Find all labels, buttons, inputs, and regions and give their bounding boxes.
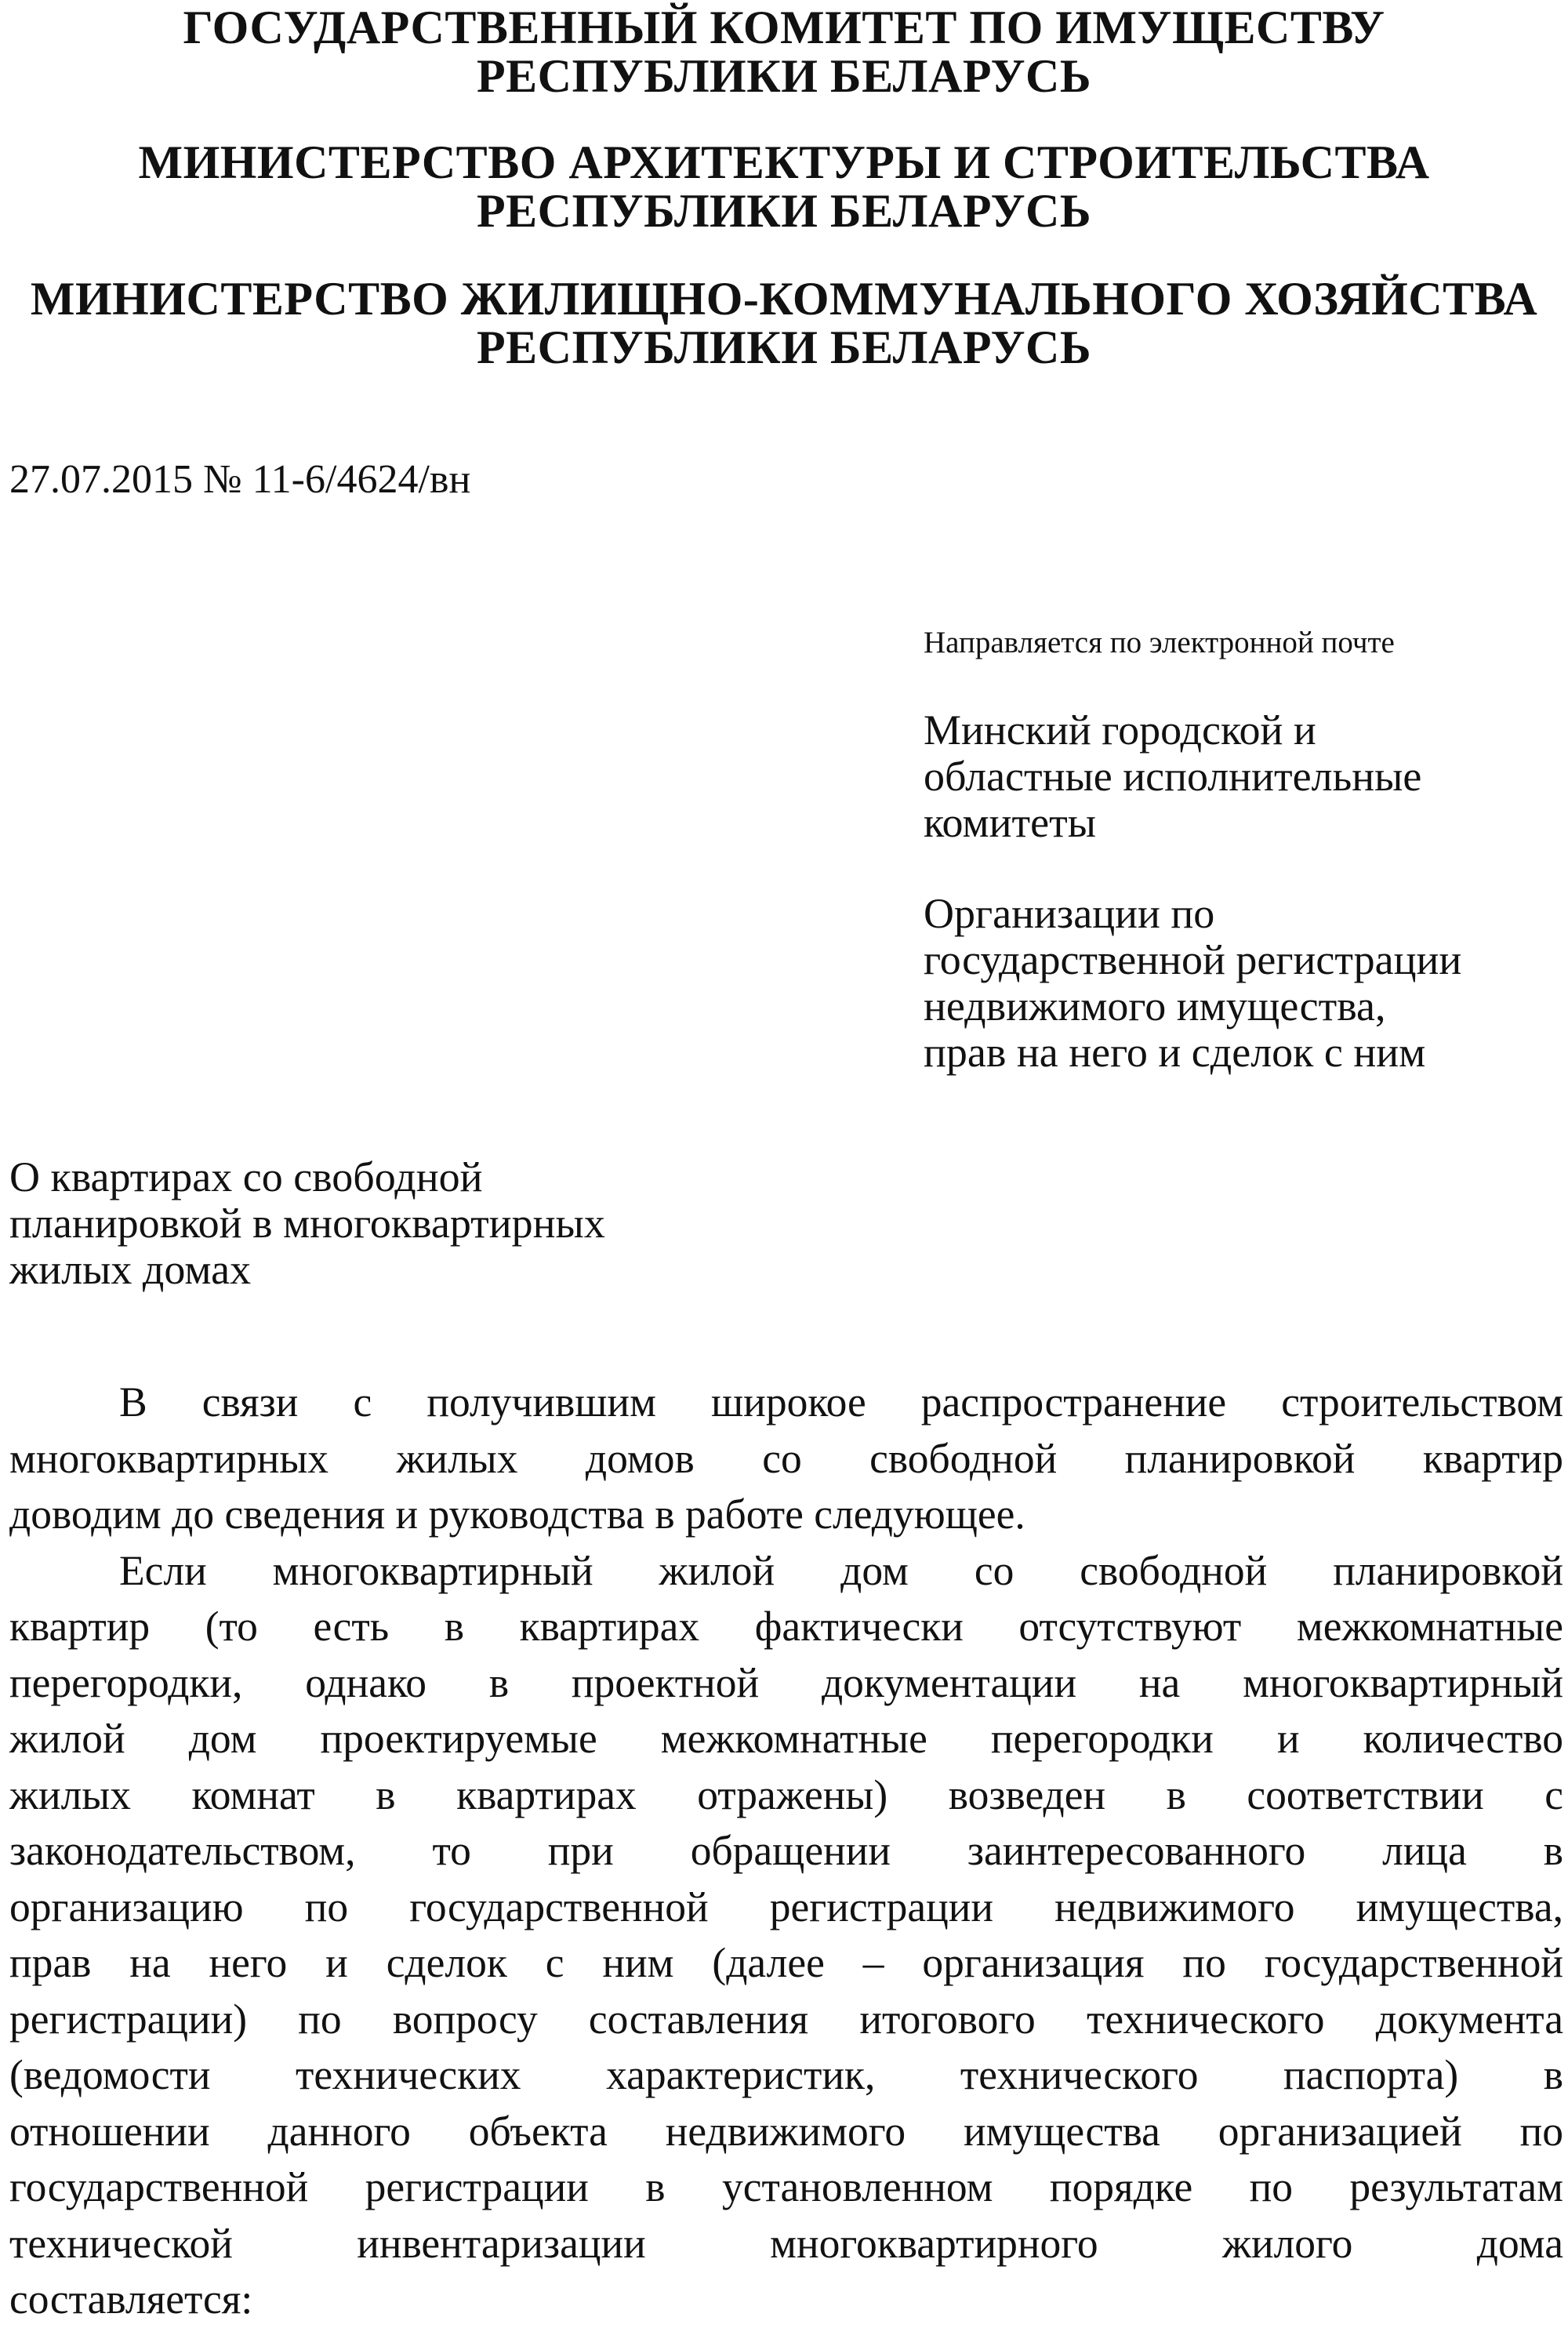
body-line: (ведомости технических характеристик, технического паспорта) в: [9, 2051, 1563, 2098]
body-line: государственной регистрации в установленном порядке по результатам: [9, 2163, 1563, 2210]
subject-line: планировкой в многоквартирных: [9, 1200, 605, 1247]
addressee-line: Минский городской и: [924, 706, 1316, 754]
body-line: прав на него и сделок с ним (далее – организация по государственной: [9, 1939, 1563, 1986]
org-heading-line: ГОСУДАРСТВЕННЫЙ КОМИТЕТ ПО ИМУЩЕСТВУ: [183, 2, 1385, 53]
body-line: Если многоквартирный жилой дом со свободной планировкой: [119, 1546, 1563, 1594]
body-line: составляется:: [9, 2275, 253, 2323]
org-heading-ministry-housing: [0, 274, 1568, 372]
body-line: перегородки, однако в проектной документации на многоквартирный: [9, 1658, 1563, 1706]
addressee-line: областные исполнительные: [924, 753, 1422, 800]
body-line: доводим до сведения и руководства в работе следующее.: [9, 1491, 1025, 1538]
addressee-registration-organizations: [924, 891, 1461, 1076]
body-line: квартир (то есть в квартирах фактически отсутствуют межкомнатные: [9, 1603, 1563, 1650]
delivery-note: Направляется по электронной почте: [924, 626, 1395, 659]
org-heading-line: МИНИСТЕРСТВО ЖИЛИЩНО-КОММУНАЛЬНОГО ХОЗЯЙСТВА: [30, 273, 1538, 325]
letter-subject: [9, 1154, 605, 1293]
subject-line: О квартирах со свободной: [9, 1153, 483, 1200]
addressee-line: Организации по: [924, 890, 1215, 937]
body-line: законодательством, то при обращении заинтересованного лица в: [9, 1827, 1563, 1874]
body-line: жилых комнат в квартирах отражены) возведен в соответствии с: [9, 1771, 1563, 1818]
addressee-line: государственной регистрации: [924, 936, 1462, 983]
org-heading-line: РЕСПУБЛИКИ БЕЛАРУСЬ: [476, 50, 1092, 102]
body-line: отношении данного объекта недвижимого имущества организацией по: [9, 2107, 1563, 2155]
letter-body: [9, 1375, 1563, 2328]
addressee-line: прав на него и сделок с ним: [924, 1029, 1426, 1076]
org-heading-state-property-committee: [0, 3, 1568, 100]
body-line: жилой дом проектируемые межкомнатные перегородки и количество: [9, 1715, 1563, 1762]
body-line: В связи с получившим широкое распространение строительством: [119, 1378, 1563, 1425]
org-heading-ministry-architecture: [0, 138, 1568, 235]
addressee-line: недвижимого имущества,: [924, 982, 1386, 1030]
document-date-number: 27.07.2015 № 11-6/4624/вн: [9, 457, 471, 502]
addressee-executive-committees: [924, 707, 1421, 846]
subject-line: жилых домах: [9, 1246, 252, 1293]
org-heading-line: РЕСПУБЛИКИ БЕЛАРУСЬ: [476, 185, 1092, 237]
body-line: многоквартирных жилых домов со свободной планировкой квартир: [9, 1434, 1563, 1482]
body-line: регистрации) по вопросу составления итогового технического документа: [9, 1995, 1563, 2043]
addressee-line: комитеты: [924, 799, 1096, 846]
body-line: технической инвентаризации многоквартирного жилого дома: [9, 2219, 1563, 2267]
org-heading-line: РЕСПУБЛИКИ БЕЛАРУСЬ: [476, 321, 1092, 373]
body-line: организацию по государственной регистрации недвижимого имущества,: [9, 1883, 1563, 1930]
org-heading-line: МИНИСТЕРСТВО АРХИТЕКТУРЫ И СТРОИТЕЛЬСТВА: [138, 136, 1430, 188]
